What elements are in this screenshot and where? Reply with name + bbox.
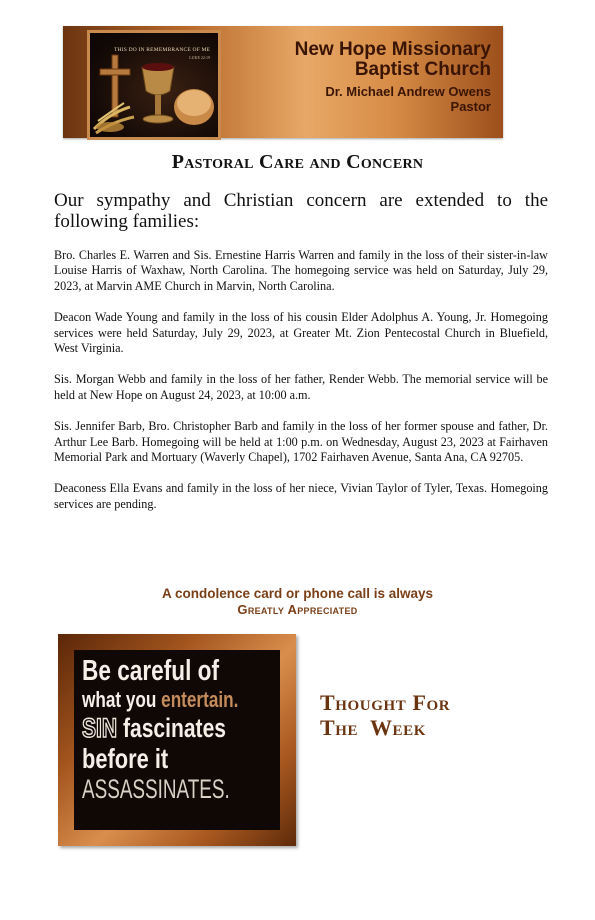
announcement-paragraph: Bro. Charles E. Warren and Sis. Ernestine Harris Warren and family in the loss of their sister-in-law Louise Harris of Waxhaw, North Carolina. The homegoing service was held on Saturday, July 29, 2023, at Marvin AME Church in Marvin, North Carolina. [54, 248, 548, 293]
quote-image [74, 650, 280, 830]
quote-line1: Be careful of [82, 655, 220, 687]
quote-line2 [82, 687, 239, 713]
church-info [295, 40, 491, 114]
church-name-line1: New Hope Missionary [294, 39, 491, 60]
quote-line3 [82, 714, 230, 742]
condolence-line1: A condolence card or phone call is always [161, 586, 434, 601]
announcement-paragraph: Sis. Jennifer Barb, Bro. Christopher Barb and family in the loss of her former spouse and father, Dr. Arthur Lee Barb. Homegoing will be held at 1:00 p.m. on Wednesday, August 23, 2023 at Fairhaven Memorial Park and Mortuary (Waverly Chapel), 1702 Fairhaven Avenue, Santa Ana, CA 92705. [54, 419, 548, 465]
announcement-paragraph: Deaconess Ella Evans and family in the loss of her niece, Vivian Taylor of Tyler, Texas. Homegoing services are pending. [54, 481, 548, 511]
quote-line3-part2: fascinates [122, 712, 226, 743]
pastor-role: Pastor [450, 99, 491, 114]
image-tagline: THIS DO IN REMEMBRANCE OF ME [114, 47, 211, 53]
quote-image-frame [58, 634, 296, 846]
announcement-paragraph: Sis. Morgan Webb and family in the loss of her father, Render Webb. The memorial service will be held at New Hope on August 24, 2023, at 10:00 a.m. [54, 372, 548, 402]
image-scripture-reference: LUKE 22:19 [189, 55, 210, 60]
quote-line2-part2: entertain. [161, 687, 239, 713]
thought-line2: The Week [320, 715, 427, 740]
condolence-note [0, 586, 595, 618]
thought-for-the-week-heading [320, 690, 540, 740]
quote-sin-word: SIN [82, 712, 118, 743]
quote-line5: ASSASSINATES. [82, 774, 230, 805]
pastor-name: Dr. Michael Andrew Owens [325, 84, 491, 99]
communion-image [87, 30, 221, 140]
intro-text: Our sympathy and Christian concern are extended to the following families: [54, 190, 548, 232]
church-header-banner [63, 26, 503, 138]
quote-line4: before it [82, 742, 169, 774]
church-name-line2: Baptist Church [354, 59, 491, 80]
quote-line2-part1: what you [82, 687, 157, 713]
condolence-line2: Greatly Appreciated [237, 602, 358, 617]
thought-line1: Thought For [320, 690, 451, 715]
section-title: Pastoral Care and Concern [171, 151, 424, 173]
announcement-paragraph: Deacon Wade Young and family in the loss of his cousin Elder Adolphus A. Young, Jr. Homegoing services were held Saturday, July 29, 2023, at Greater Mt. Zion Pentecostal Church in Bluefield, West Virginia. [54, 310, 548, 356]
family-announcements [54, 248, 548, 528]
